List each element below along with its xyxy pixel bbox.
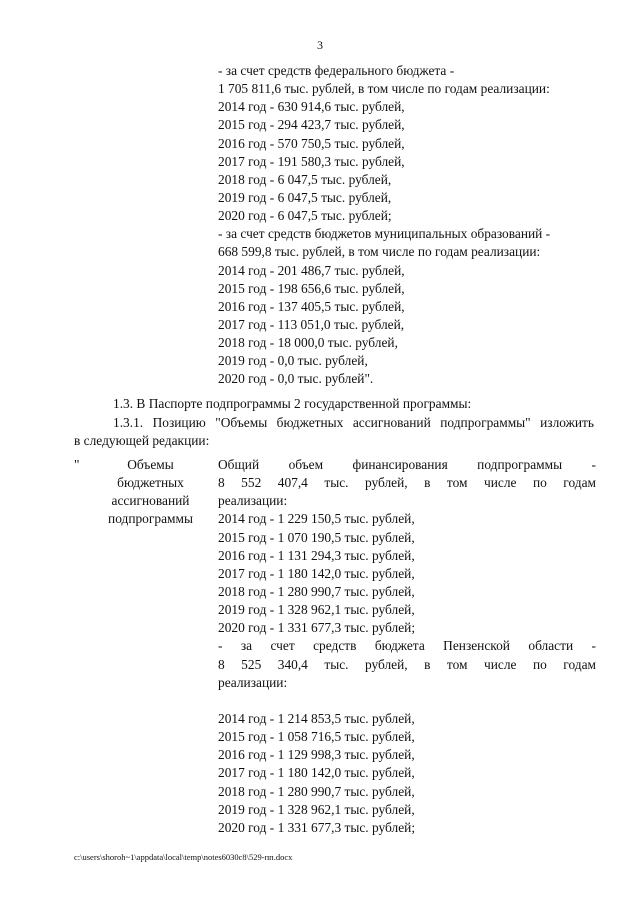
text-line: 2020 год - 0,0 тыс. рублей". <box>218 371 374 387</box>
year-line: 2017 год - 1 180 142,0 тыс. рублей, <box>218 565 415 581</box>
file-path-footer: c:\users\shoroh~1\appdata\local\temp\notes6030c8\529-пп.docx <box>74 852 293 862</box>
text-line: 2020 год - 6 047,5 тыс. рублей; <box>218 208 392 224</box>
paragraph-line: 1.3.1. Позицию "Объемы бюджетных ассигнований подпрограммы" изложить <box>113 415 594 430</box>
text-line: 2018 год - 18 000,0 тыс. рублей, <box>218 335 398 351</box>
text-line: 2019 год - 0,0 тыс. рублей, <box>218 353 368 369</box>
text-line: - за счет средств бюджета Пензенской области - <box>218 638 596 654</box>
text-line: 2015 год - 198 656,6 тыс. рублей, <box>218 280 405 296</box>
year-line: 2016 год - 1 131 294,3 тыс. рублей, <box>218 547 415 563</box>
text-line: 1 705 811,6 тыс. рублей, в том числе по годам реализации: <box>218 81 550 97</box>
text-line: 2014 год - 201 486,7 тыс. рублей, <box>218 262 405 278</box>
text-line: 2017 год - 113 051,0 тыс. рублей, <box>218 316 405 332</box>
text-line: 2016 год - 570 750,5 тыс. рублей, <box>218 135 405 151</box>
label-line: ассигнований <box>111 493 190 509</box>
opening-quote: " <box>74 457 80 472</box>
year-line: 2015 год - 1 070 190,5 тыс. рублей, <box>218 529 415 545</box>
text-line: реализации: <box>218 493 288 509</box>
text-line: 2015 год - 294 423,7 тыс. рублей, <box>218 117 405 133</box>
text-line: 2018 год - 6 047,5 тыс. рублей, <box>218 171 392 187</box>
year-line: 2014 год - 1 229 150,5 тыс. рублей, <box>218 511 415 527</box>
text-line: 668 599,8 тыс. рублей, в том числе по годам реализации: <box>218 244 541 260</box>
year-line: 2018 год - 1 280 990,7 тыс. рублей, <box>218 783 415 799</box>
page-number: 3 <box>317 38 323 52</box>
text-line: 2017 год - 191 580,3 тыс. рублей, <box>218 153 405 169</box>
text-line: - за счет средств федерального бюджета - <box>218 63 455 78</box>
year-line: 2017 год - 1 180 142,0 тыс. рублей, <box>218 765 415 781</box>
year-line: 2019 год - 1 328 962,1 тыс. рублей, <box>218 602 415 618</box>
text-line: 2016 год - 137 405,5 тыс. рублей, <box>218 298 405 314</box>
year-line: 2015 год - 1 058 716,5 тыс. рублей, <box>218 729 415 745</box>
federal-municipal-funding-block <box>218 62 608 389</box>
year-line: 2020 год - 1 331 677,3 тыс. рублей; <box>218 620 416 636</box>
text-line: реализации: <box>218 674 288 690</box>
paragraph-1-3-1 <box>74 414 594 450</box>
text-line: 8 525 340,4 тыс. рублей, в том числе по годам <box>218 656 596 672</box>
position-content <box>218 456 596 837</box>
position-label <box>88 456 213 529</box>
year-line: 2016 год - 1 129 998,3 тыс. рублей, <box>218 747 415 763</box>
text-line: 2019 год - 6 047,5 тыс. рублей, <box>218 189 392 205</box>
year-line: 2014 год - 1 214 853,5 тыс. рублей, <box>218 710 415 726</box>
text-line: 8 552 407,4 тыс. рублей, в том числе по годам <box>218 475 596 491</box>
year-line: 2018 год - 1 280 990,7 тыс. рублей, <box>218 583 415 599</box>
paragraph-1-3 <box>74 395 594 413</box>
label-line: Объемы <box>127 457 174 472</box>
text-line: 2014 год - 630 914,6 тыс. рублей, <box>218 99 405 115</box>
spacer <box>218 692 596 710</box>
text-line: Общий объем финансирования подпрограммы - <box>218 457 596 472</box>
year-line: 2019 год - 1 328 962,1 тыс. рублей, <box>218 801 415 817</box>
label-line: подпрограммы <box>108 511 193 527</box>
text-line: - за счет средств бюджетов муниципальных образований - <box>218 226 551 242</box>
year-line: 2020 год - 1 331 677,3 тыс. рублей; <box>218 819 416 835</box>
paragraph-line: 1.3. В Паспорте подпрограммы 2 государственной программы: <box>113 396 472 411</box>
paragraph-line: в следующей редакции: <box>74 433 210 449</box>
label-line: бюджетных <box>117 475 184 491</box>
